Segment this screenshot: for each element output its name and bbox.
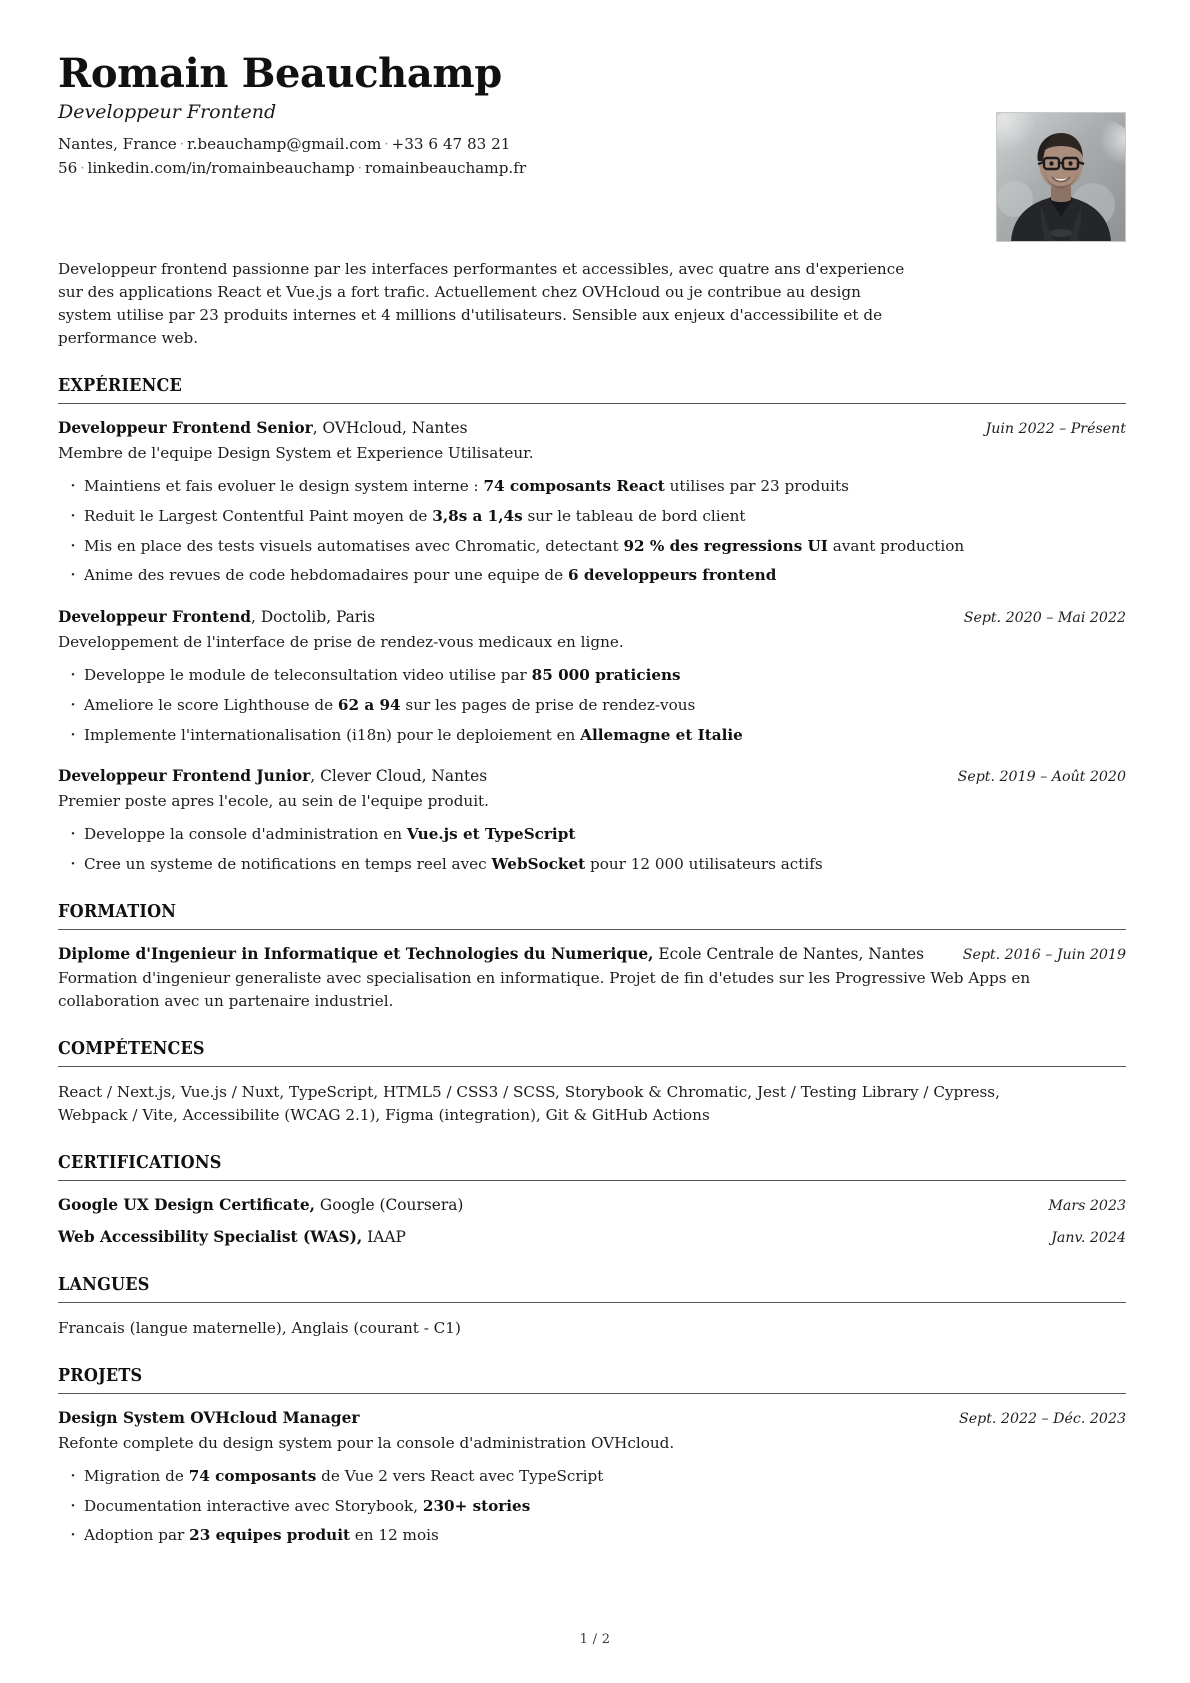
list-item xyxy=(58,1524,1126,1547)
entry-bullet-list xyxy=(58,1465,1126,1547)
list-item xyxy=(58,823,1126,846)
contact-phone[interactable]: +33 6 47 83 21 56 xyxy=(58,134,511,177)
experience-entry xyxy=(58,766,1126,875)
bullet-text: Anime des revues de code hebdomadaires pour une equipe de xyxy=(84,566,568,585)
certification-row xyxy=(58,1227,1126,1249)
contact-website[interactable]: romainbeauchamp.fr xyxy=(364,158,527,177)
entry-date: Mars 2023 xyxy=(1048,1198,1126,1215)
entry-bullet-list xyxy=(58,664,1126,746)
entry-header xyxy=(58,607,1126,629)
bullet-text: Developpe le module de teleconsultation video utilise par xyxy=(84,665,532,684)
certification-issuer: Google (Coursera) xyxy=(315,1196,464,1215)
degree-name: Diplome d'Ingenieur in Informatique et Technologies du Numerique, xyxy=(58,944,654,963)
bullet-text: utilises par 23 produits xyxy=(664,477,849,496)
list-item xyxy=(58,505,1126,528)
entry-description: Developpement de l'interface de prise de rendez-vous medicaux en ligne. xyxy=(58,633,624,652)
section-heading-formation: FORMATION xyxy=(58,901,177,922)
certification-name: Google UX Design Certificate, xyxy=(58,1196,316,1215)
entry-description: Refonte complete du design system pour la console d'administration OVHcloud. xyxy=(58,1433,675,1452)
contact-linkedin[interactable]: linkedin.com/in/romainbeauchamp xyxy=(87,158,355,177)
section-divider xyxy=(58,1302,1126,1303)
bullet-text: Maintiens et fais evoluer le design system interne : xyxy=(84,477,484,496)
entry-title xyxy=(58,944,945,966)
highlight-text: 92 % des regressions UI xyxy=(623,536,828,555)
job-title-subtitle: Developpeur Frontend xyxy=(58,101,277,124)
entry-header xyxy=(58,418,1126,440)
entry-date: Juin 2022 – Présent xyxy=(985,421,1126,438)
bullet-text: Ameliore le score Lighthouse de xyxy=(84,695,338,714)
page-number: 1 / 2 xyxy=(579,1632,611,1647)
list-item xyxy=(58,664,1126,687)
section-heading-certifications: CERTIFICATIONS xyxy=(58,1153,222,1174)
highlight-text: 23 equipes produit xyxy=(189,1526,350,1545)
header-text-block xyxy=(58,52,996,180)
entry-description: Membre de l'equipe Design System et Experience Utilisateur. xyxy=(58,444,534,463)
list-item xyxy=(58,724,1126,747)
contact-separator-icon: · xyxy=(179,136,184,152)
entry-title xyxy=(58,1227,1033,1249)
section-heading-competences: COMPÉTENCES xyxy=(58,1039,205,1060)
section-divider xyxy=(58,1393,1126,1394)
entry-role: Developpeur Frontend xyxy=(58,608,252,627)
bullet-text: sur les pages de prise de rendez-vous xyxy=(400,695,696,714)
entry-title xyxy=(58,766,940,788)
education-entry xyxy=(58,944,1126,1013)
section-heading-projets: PROJETS xyxy=(58,1366,143,1387)
bullet-text: Implemente l'internationalisation (i18n) pour le deploiement en xyxy=(84,725,581,744)
experience-entry xyxy=(58,607,1126,746)
contact-location: Nantes, France xyxy=(58,134,177,153)
contact-email[interactable]: r.beauchamp@gmail.com xyxy=(186,134,382,153)
section-divider xyxy=(58,1180,1126,1181)
entry-bullet-list xyxy=(58,475,1126,587)
bullet-text: Adoption par xyxy=(84,1526,190,1545)
list-item xyxy=(58,853,1126,876)
profile-summary: Developpeur frontend passionne par les interfaces performantes et accessibles, avec quatre ans d'experience sur des applications React et Vue.js a fort trafic. Actuellement chez OVHcloud ou je contribue au design system utilise par 23 produits internes et 4 millions d'utilisateurs. Sensible aux enjeux d'accessibilite et de performance web. xyxy=(58,260,905,348)
entry-date: Sept. 2016 – Juin 2019 xyxy=(962,946,1126,963)
list-item xyxy=(58,1495,1126,1518)
page-footer xyxy=(0,1632,1190,1647)
list-item xyxy=(58,475,1126,498)
contact-separator-icon: · xyxy=(80,160,85,176)
highlight-text: Allemagne et Italie xyxy=(580,725,743,744)
portrait-photo-icon xyxy=(997,113,1125,241)
bullet-text: Developpe la console d'administration en xyxy=(84,824,407,843)
project-entry xyxy=(58,1408,1126,1547)
contact-separator-icon: · xyxy=(384,136,389,152)
section-divider xyxy=(58,929,1126,930)
languages-text: Francais (langue maternelle), Anglais (courant - C1) xyxy=(58,1318,461,1337)
bullet-text: avant production xyxy=(827,536,965,555)
certification-name: Web Accessibility Specialist (WAS), xyxy=(58,1228,363,1247)
bullet-text: en 12 mois xyxy=(349,1526,439,1545)
entry-role: Developpeur Frontend Junior xyxy=(58,767,311,786)
entry-date: Sept. 2020 – Mai 2022 xyxy=(963,610,1126,627)
entry-header xyxy=(58,944,1126,966)
bullet-text: Documentation interactive avec Storybook, xyxy=(84,1496,423,1515)
section-formation xyxy=(58,902,1126,1013)
bullet-text: Reduit le Largest Contentful Paint moyen de xyxy=(84,506,433,525)
entry-title xyxy=(58,418,968,440)
avatar xyxy=(996,112,1126,242)
highlight-text: 6 developpeurs frontend xyxy=(567,566,777,585)
entry-company: , Clever Cloud, Nantes xyxy=(310,767,488,786)
section-heading-experience: EXPÉRIENCE xyxy=(58,376,182,397)
entry-title xyxy=(58,1408,941,1430)
highlight-text: 230+ stories xyxy=(422,1496,531,1515)
contact-line xyxy=(58,133,898,180)
contact-separator-icon: · xyxy=(357,160,362,176)
bullet-text: sur le tableau de bord client xyxy=(522,506,746,525)
skills-text: React / Next.js, Vue.js / Nuxt, TypeScript, HTML5 / CSS3 / SCSS, Storybook & Chromatic, Jest / Testing Library / Cypress, Webpack / Vite, Accessibilite (WCAG 2.1), Figma (integration), Git & GitHub Actions xyxy=(58,1083,1000,1125)
school-name: Ecole Centrale de Nantes, Nantes xyxy=(653,944,924,963)
highlight-text: 74 composants React xyxy=(483,477,665,496)
section-langues xyxy=(58,1275,1126,1340)
entry-header xyxy=(58,766,1126,788)
certification-issuer: IAAP xyxy=(362,1228,406,1247)
entry-description: Formation d'ingenieur generaliste avec specialisation en informatique. Projet de fin d'etudes sur les Progressive Web Apps en collaboration avec un partenaire industriel. xyxy=(58,969,1031,1011)
bullet-text: Cree un systeme de notifications en temps reel avec xyxy=(84,854,492,873)
entry-header xyxy=(58,1408,1126,1430)
entry-description: Premier poste apres l'ecole, au sein de l'equipe produit. xyxy=(58,792,489,811)
page-title: Romain Beauchamp xyxy=(58,50,502,97)
bullet-text: de Vue 2 vers React avec TypeScript xyxy=(316,1466,604,1485)
entry-company: , OVHcloud, Nantes xyxy=(312,419,468,438)
highlight-text: 3,8s a 1,4s xyxy=(432,506,523,525)
entry-bullet-list xyxy=(58,823,1126,876)
entry-date: Sept. 2019 – Août 2020 xyxy=(957,769,1126,786)
section-certifications xyxy=(58,1153,1126,1249)
section-experience xyxy=(58,376,1126,875)
entry-company: , Doctolib, Paris xyxy=(251,608,375,627)
entry-title xyxy=(58,1195,1030,1217)
section-divider xyxy=(58,1066,1126,1067)
certification-row xyxy=(58,1195,1126,1217)
entry-date: Janv. 2024 xyxy=(1051,1230,1126,1247)
list-item xyxy=(58,535,1126,558)
section-projets xyxy=(58,1366,1126,1547)
section-divider xyxy=(58,403,1126,404)
resume-header xyxy=(58,52,1126,242)
bullet-text: pour 12 000 utilisateurs actifs xyxy=(585,854,823,873)
list-item xyxy=(58,564,1126,587)
experience-entry xyxy=(58,418,1126,587)
entry-date: Sept. 2022 – Déc. 2023 xyxy=(959,1411,1126,1428)
highlight-text: 85 000 praticiens xyxy=(531,665,681,684)
bullet-text: Mis en place des tests visuels automatises avec Chromatic, detectant xyxy=(84,536,624,555)
list-item xyxy=(58,694,1126,717)
entry-title xyxy=(58,607,946,629)
highlight-text: Vue.js et TypeScript xyxy=(406,824,576,843)
section-heading-langues: LANGUES xyxy=(58,1274,150,1295)
highlight-text: WebSocket xyxy=(491,854,586,873)
entry-role: Developpeur Frontend Senior xyxy=(58,419,313,438)
project-name: Design System OVHcloud Manager xyxy=(58,1409,360,1428)
highlight-text: 74 composants xyxy=(188,1466,317,1485)
bullet-text: Migration de xyxy=(84,1466,189,1485)
list-item xyxy=(58,1465,1126,1488)
section-competences xyxy=(58,1039,1126,1127)
highlight-text: 62 a 94 xyxy=(337,695,401,714)
